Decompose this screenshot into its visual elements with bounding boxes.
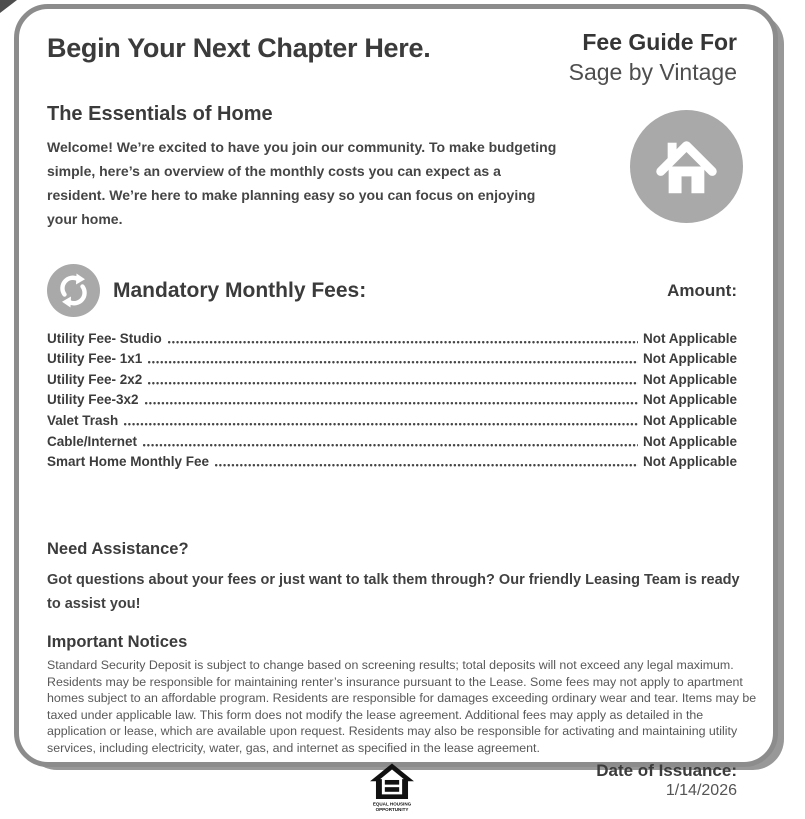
page-title: Begin Your Next Chapter Here. (47, 33, 431, 63)
fee-amount: Not Applicable (642, 454, 737, 470)
intro-section (47, 103, 737, 231)
dotted-leader (148, 361, 638, 364)
fee-amount: Not Applicable (642, 371, 737, 387)
fees-header (47, 264, 737, 317)
fee-guide-page (14, 4, 778, 813)
dotted-leader (168, 341, 638, 344)
notices-section (47, 633, 757, 756)
fee-label: Cable/Internet (47, 433, 138, 449)
fee-amount: Not Applicable (642, 330, 737, 346)
intro-body: Welcome! We’re excited to have you join our community. To make budgeting simple, here’s an overview of the monthly costs you can expect as a resident. We’re here to make planning easy so you can focus on enjoying your home. (47, 139, 557, 227)
notices-body: Standard Security Deposit is subject to change based on screening results; total deposits will not exceed any legal maximum. Residents may be responsible for maintaining renter’s insurance pursuant to the Lease. Some fees may not apply to apartment homes subject to an affordable program. Residents are responsible for damages exceeding ordinary wear and tear. Items may be taxed under applicable law. This form does not modify the lease agreement. Additional fees may apply as detailed in the application or lease, which are available upon request. Residents may also be responsible for activating and maintaining utility services, including electricity, water, gas, and internet as specified in the lease agreement. (47, 658, 757, 755)
assistance-section (47, 540, 740, 616)
fee-amount: Not Applicable (642, 412, 737, 428)
fees-heading: Mandatory Monthly Fees: (113, 278, 367, 302)
eho-label-line1: EQUAL HOUSING (372, 801, 412, 807)
amount-column-header: Amount: (667, 280, 737, 300)
dotted-leader (145, 402, 638, 405)
refresh-icon (47, 264, 100, 317)
fee-guide-label: Fee Guide For (582, 29, 737, 55)
equal-housing-opportunity-logo (366, 761, 418, 815)
fee-label: Valet Trash (47, 412, 119, 428)
page-corner-fold (0, 0, 17, 13)
dotted-leader (124, 423, 638, 426)
eho-label-line2: OPPORTUNITY (375, 807, 409, 813)
footer (47, 759, 737, 819)
assistance-body: Got questions about your fees or just want to talk them through? Our friendly Leasing Team is ready to assist you! (47, 572, 740, 613)
fee-label: Utility Fee- 2x2 (47, 371, 143, 387)
dotted-leader (143, 444, 638, 447)
notices-heading: Important Notices (47, 633, 188, 652)
date-of-issuance-value: 1/14/2026 (665, 782, 737, 800)
fee-row (47, 409, 737, 430)
fee-row (47, 368, 737, 389)
fee-row (47, 389, 737, 410)
fee-table (47, 327, 737, 471)
dotted-leader (148, 382, 638, 385)
assistance-heading: Need Assistance? (47, 540, 189, 559)
fee-row (47, 430, 737, 451)
fee-label: Utility Fee- 1x1 (47, 351, 143, 367)
fee-label: Utility Fee- Studio (47, 330, 162, 346)
fee-amount: Not Applicable (642, 351, 737, 367)
house-icon (629, 109, 744, 224)
intro-heading: The Essentials of Home (47, 103, 273, 125)
fee-row (47, 348, 737, 369)
property-name: Sage by Vintage (568, 59, 737, 85)
date-of-issuance-label: Date of Issuance: (596, 761, 737, 781)
fee-amount: Not Applicable (642, 392, 737, 408)
fee-label: Utility Fee-3x2 (47, 392, 139, 408)
date-of-issuance-block (596, 761, 737, 801)
fee-label: Smart Home Monthly Fee (47, 454, 210, 470)
fee-guide-block (569, 25, 737, 87)
fee-row (47, 451, 737, 472)
fee-row (47, 327, 737, 348)
header (47, 25, 737, 87)
fee-amount: Not Applicable (642, 433, 737, 449)
dotted-leader (215, 464, 638, 467)
